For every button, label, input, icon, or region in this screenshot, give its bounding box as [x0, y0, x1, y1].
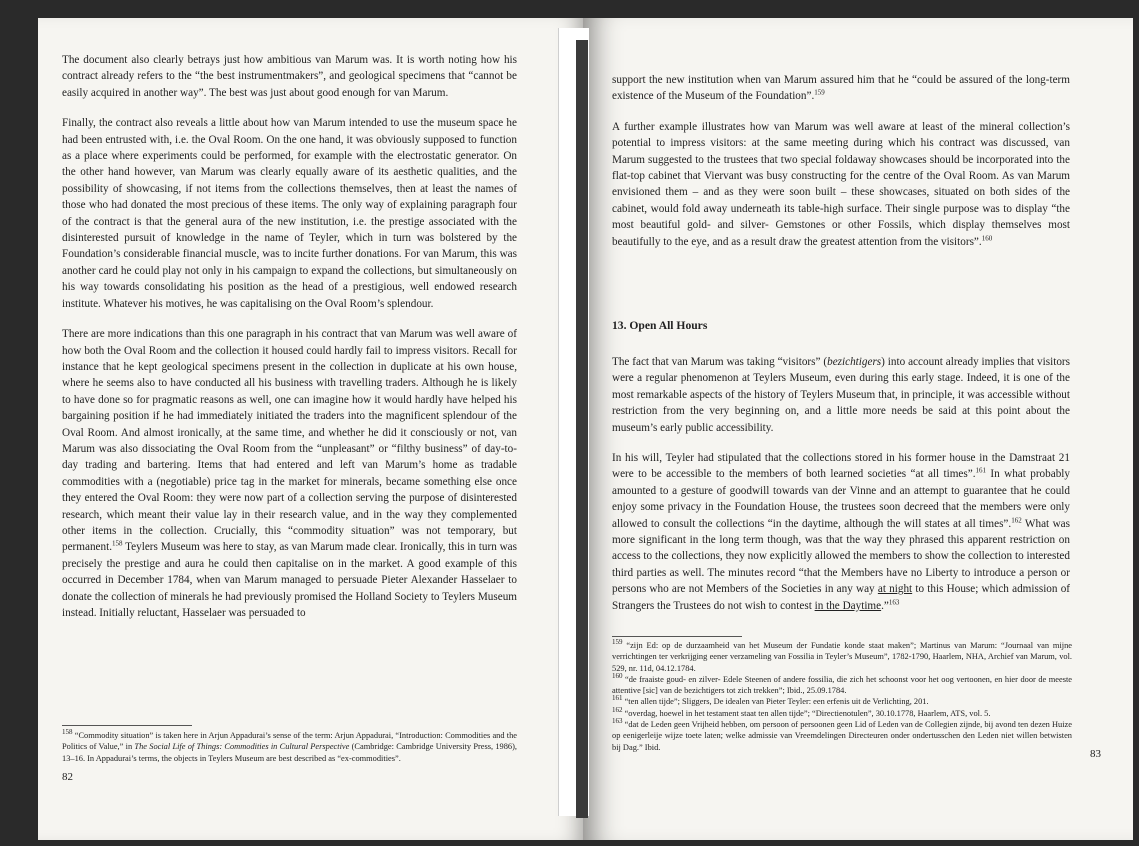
footnote-number: 161 [612, 694, 623, 703]
footnote-number: 160 [612, 672, 623, 681]
footnote-number: 162 [612, 705, 623, 714]
footnote-ref: 162 [1011, 515, 1022, 524]
text-run: support the new institution when van Marum assured him that he “could be assured of the long-term existence of the Museum of the Foundation”. [612, 74, 1070, 103]
right-body-bottom [612, 354, 1070, 628]
text-run: What was more significant in the long term though, was that the way they phrased this apparent restriction on access to the collections, they now explicitly allowed the members to show the collection to interested third parties as well. The minutes record “that the Members have no Liberty to introduce a person or persons who are not Members of the Societies in any way [612, 517, 1070, 596]
footnote [612, 640, 1072, 674]
text-run: .” [881, 599, 889, 612]
text-run: in the Daytime [814, 599, 882, 612]
book-spread [38, 18, 1133, 840]
left-page [38, 18, 583, 840]
spine-shadow [576, 40, 588, 818]
footnote-number: 163 [612, 717, 623, 726]
paragraph [612, 450, 1070, 614]
footnote-rule [612, 636, 742, 637]
footnote [612, 705, 1072, 719]
text-run: “zijn Ed: op de durzaamheid van het Museum der Fundatie konde staat maken”; Martinus van Marum: “Journaal van mijne verrichtingen ter verkrijging eener verzameling van Fossilia in Teyler’s Museum”, 1782-1790, Haarlem, NHA, Archief van Marum, vol. 529, nr. 11d, 04.12.1784. [612, 641, 1072, 673]
right-page [583, 18, 1133, 840]
footnote-ref: 161 [975, 466, 987, 475]
text-run: (Cambridge: Cambridge University Press, 1986), 13–16. In Appadurai’s terms, the objects in Teylers Museum are best described as “ex-commodities”. [62, 742, 517, 763]
paragraph [612, 354, 1070, 436]
right-body-top [612, 72, 1070, 264]
text-run: The fact that van Marum was taking “visitors” ( [612, 356, 828, 368]
text-run: at night [877, 583, 913, 596]
left-body [62, 52, 517, 635]
text-run: In his will, Teyler had stipulated that the collections stored in his former house in the Damstraat 21 were to be accessible to the members of both learned societies “at all times”. [612, 452, 1070, 481]
text-run: Teylers Museum was here to stay, as van Marum made clear. Ironically, this in turn was precisely the prestige and aura he could then capitalise on in the market. A good example of this occurred in December 1784, when van Marum managed to persuade Pieter Alexander Hasselaer to donate the collection of minerals he had previously promised the Holland Society to Teylers Museum instead. Initially reluctant, Hasselaer was persuaded to [62, 541, 517, 619]
paragraph [612, 72, 1070, 105]
text-run: There are more indications than this one paragraph in his contract that van Marum was well aware of how both the Oval Room and the collection it housed could hardly fail to impress visitors. Recall for instance that he kept geological specimens present in the collection in duplicate at his own house, where he seems also to have conducted all his business with travelling traders. Although he is likely to have done so for pragmatic reasons as well, one can imagine how it would hardly have helped his bargaining position if he had immediately initiated the traders into the magnificent splendour of the Oval Room. And almost ironically, at the same time, and whether he did it consciously or not, van Marum was also dissociating the Oval Room from the “unpleasant” or “filthy business” of day-to-day trading and bartering. Items that had entered and left van Marum’s home as tradable commodities with a (negotiable) price tag in the market for minerals, became something else once they entered the Oval Room: they were now part of a collection serving the purpose of disinterested research, which meant their value lay in their research value, and in the way they complemented other items in the collection. Crucially, this “commodity situation” was not temporary, but permanent. [62, 328, 517, 554]
left-footnotes [62, 730, 517, 764]
text-run: In what probably amounted to a gesture of goodwill towards van der Vinne and an attempt to guarantee that he could enjoy some privacy in the Foundation House, the trustees soon decreed that the members were only allowed to consult the collections “in the daytime, although the will states at all times”. [612, 468, 1071, 530]
paragraph [612, 119, 1070, 250]
page-number: 83 [1090, 748, 1101, 760]
footnote-ref: 163 [888, 597, 900, 606]
footnote-number: 159 [612, 638, 623, 647]
footnote [612, 674, 1072, 697]
right-footnotes [612, 640, 1072, 753]
paragraph: Finally, the contract also reveals a little about how van Marum intended to use the museum space he had been entrusted with, i.e. the Oval Room. On the one hand, it was obviously supposed to function as a place where experiments could be performed, for example with the electrostatic generator. On the other hand however, van Marum was clearly equally aware of its aesthetic qualities, and the possibility of showcasing, if not items from the collections themselves, then at least the names of those who had donated the most precious of these items. The only way of explaining paragraph four of the contract is that the general aura of the new institution, i.e. the prestige associated with the disinterested pursuit of knowledge in the name of Teyler, which in turn was bolstered by the Foundation’s considerable financial muscle, was to incite further donations. For van Marum, this was another card he could play not only in his campaign to expand the collections, but simultaneously on his way towards consolidating his position as the head of a prestigious, well endowed research institute. Whatever his motives, he was capitalising on the Oval Room’s splendour. [62, 117, 517, 310]
text-run: A further example illustrates how van Marum was well aware at least of the mineral collection’s potential to impress visitors: at the same meeting during which his contract was discussed, van Marum suggested to the trustees that two special foldaway showcases should be incorporated into the flat-top cabinet that Viervant was busy constructing for the centre of the Oval Room. As van Marum envisioned them – and as they were soon built – these showcases, situated on both sides of the cabinet, would fold away underneath its table-high surface. Their single purpose was to display “the most beautiful gold- and silver- Gemstones or other Fossils, which display themselves most beautifully to the eye, and as a result draw the greatest attention from the visitors”. [612, 120, 1070, 248]
footnote [612, 719, 1072, 753]
text-run: The Social Life of Things: Commodities in Cultural Perspective [134, 742, 350, 752]
text-run: “Commodity situation” is taken here in Arjun Appadurai’s sense of the term: Arjun Appadurai, “Introduction: Commodities and the Politics of Value,” in [62, 731, 517, 752]
text-run: “dat de Leden geen Vrijheid hebben, om persoon of persoonen geen Lid of Leden van de Collegien zijnde, bij avond ten dezen Huize op eenigerleije wijze toete laten; welke admissie van Vreemdelingen Directeuren onder ondertusschen den Leden niet willen betwisten bij Dag.” Ibid. [612, 720, 1072, 752]
footnote-ref: 159 [814, 88, 825, 97]
text-run: “de fraaiste goud- en zilver- Edele Steenen of andere fossilia, die zich het schoonst voor het oog vertoonen, en hier door de meeste attentive [sic] van de bezichtigers tot zich trekken”; Ibid., 25.09.1784. [612, 674, 1072, 696]
text-run: ) into account already implies that visitors were a regular phenomenon at Teylers Museum, even during this early stage. Indeed, it is one of the most remarkable aspects of the history of Teylers Museum that, in principle, it was accessible without restriction from the very beginning on, and a little more needs be said at this point about the museum’s early public accessibility. [612, 356, 1070, 434]
page-number: 82 [62, 771, 73, 783]
footnote [612, 696, 1072, 707]
text-run: to this House; which admission of Strangers the Trustees do not wish to contest [612, 583, 1071, 612]
footnote-ref: 158 [112, 539, 123, 548]
text-run: bezichtigers [827, 356, 882, 368]
footnote-rule [62, 725, 192, 726]
footnote-ref: 160 [981, 233, 993, 242]
paragraph [62, 326, 517, 621]
footnote [62, 730, 517, 764]
paragraph: The document also clearly betrays just how ambitious van Marum was. It is worth noting how his contract already refers to the “the best instrumentmakers”, and geological specimens that “cannot be easily acquired in another way”. The best was just about good enough for van Marum. [62, 54, 517, 99]
footnote-number: 158 [62, 728, 73, 737]
text-run: “ten allen tijde”; Sliggers, De idealen van Pieter Teyler: een erfenis uit de Verlichting, 201. [622, 697, 929, 707]
text-run: “overdag, hoewel in het testament staat ten allen tijde”; “Directienotulen”, 30.10.1778, Haarlem, ATS, vol. 5. [622, 708, 991, 718]
section-heading: 13. Open All Hours [612, 319, 708, 332]
